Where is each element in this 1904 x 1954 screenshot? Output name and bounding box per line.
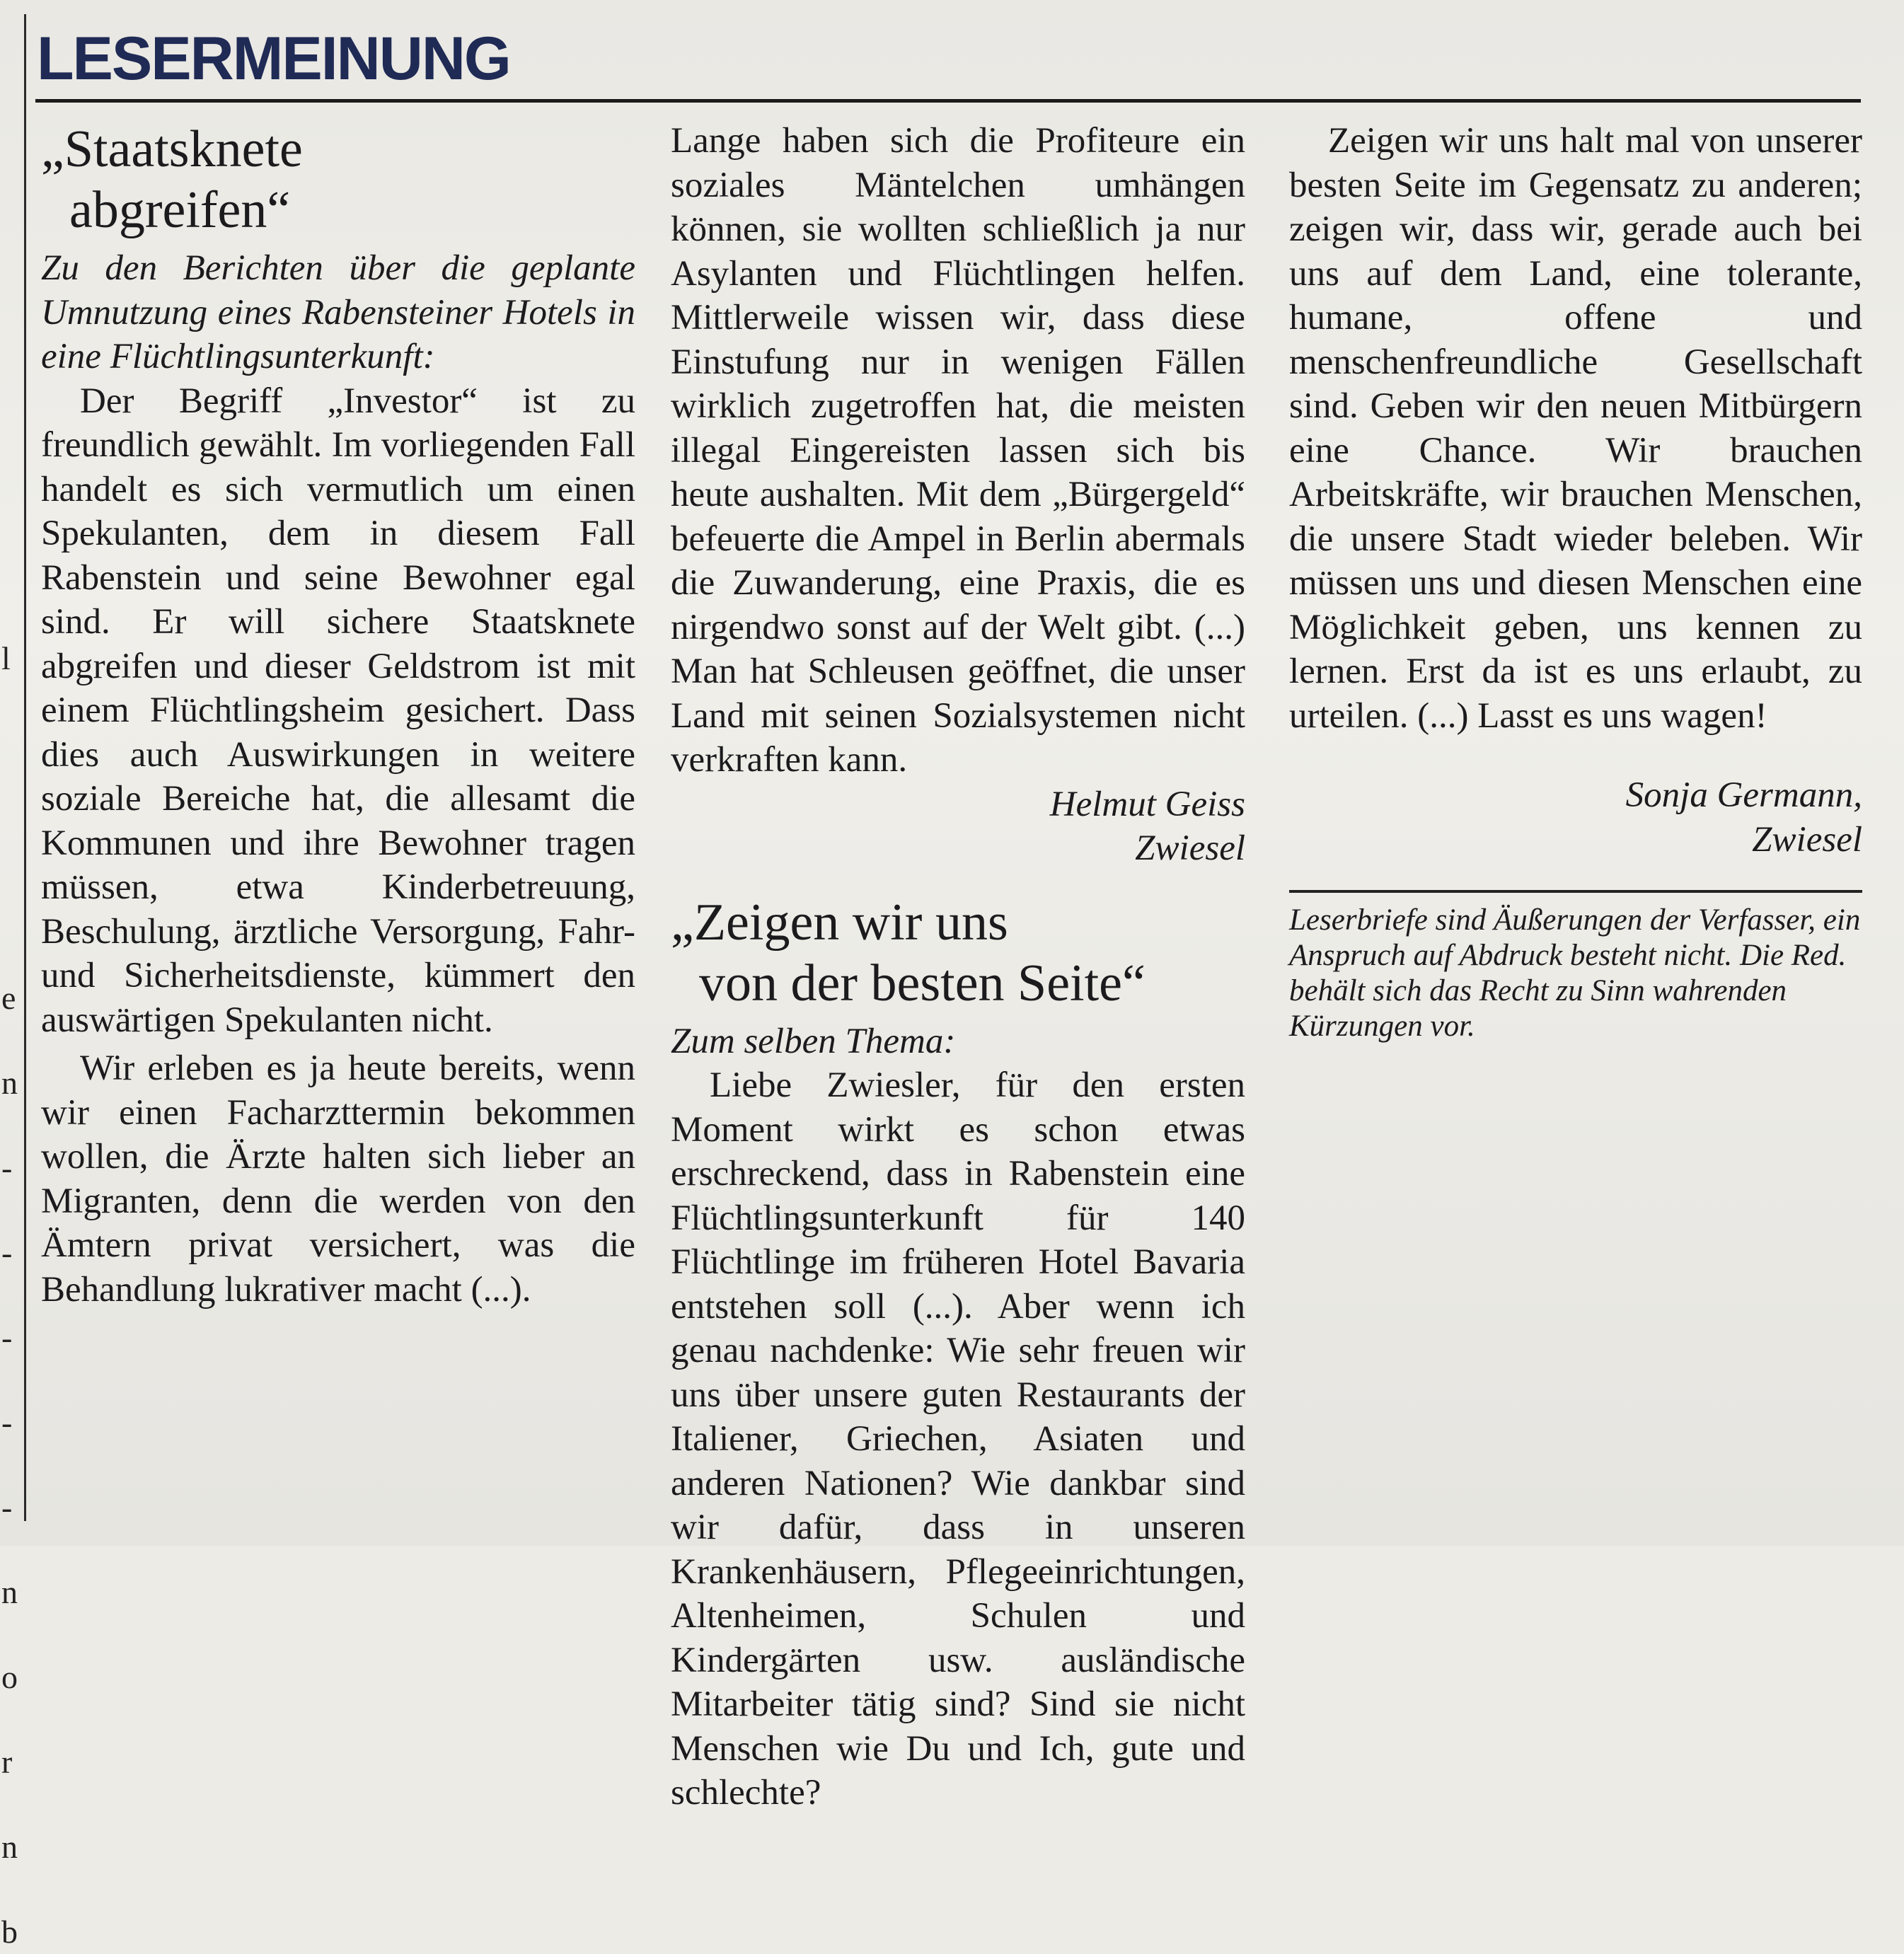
letter1-city: Zwiesel <box>1135 828 1245 868</box>
letter2-paragraph-1: Liebe Zwiesler, für den ersten Moment wirkt es schon etwas erschreckend, dass in Rabenstein eine Flüchtlingsunterkunft für 140 Flüchtlinge im früheren Hotel Bavaria entstehen soll (...). Aber wenn ich genau nachdenke: Wie sehr freuen wir uns über unsere guten Restaurants der Italiener, Griechen, Asiaten und anderen Nationen? Wie dankbar sind wir dafür, dass in unseren Krankenhäusern, Pflegeeinrichtungen, Altenheimen, Schulen und Kindergärten usw. ausländische Mitarbeiter tätig sind? Sind sie nicht Menschen wie Du und Ich, gute und schlechte? <box>671 1065 1245 1813</box>
edge-char: - <box>1 1319 13 1355</box>
edge-char: n <box>1 1829 18 1865</box>
edge-char: e <box>1 980 16 1016</box>
adjacent-column-edge <box>0 113 21 1950</box>
edge-char: n <box>1 1065 18 1101</box>
letter1-paragraph-3: Lange haben sich die Profiteure ein soziales Mäntelchen umhängen können, sie wollten schließlich ja nur Asylanten und Flüchtlingen helfen. Mittlerweile wissen wir, dass diese Einstufung nur in wenigen Fällen wirklich zugetroffen hat, die meisten illegal Eingereisten lassen sich bis heute aushalten. Mit dem „Bürgergeld“ befeuerte die Ampel in Berlin abermals die Zuwanderung, eine Praxis, die es nirgendwo sonst auf der Welt gibt. (...) Man hat Schleusen geöffnet, die unser Land mit seinen Sozialsystemen nicht verkraften kann. <box>671 121 1245 780</box>
letter2-title <box>671 892 1245 1014</box>
letter1-title-line2: abgreifen“ <box>69 181 291 239</box>
edge-char: - <box>1 1150 13 1186</box>
letter1-title <box>41 119 635 241</box>
letter2-city: Zwiesel <box>1752 819 1862 860</box>
letter2-title-line2: von der besten Seite“ <box>699 954 1146 1012</box>
edge-char: r <box>1 1744 13 1780</box>
column-2 <box>671 119 1245 1815</box>
column-1 <box>41 119 635 1312</box>
letter2-intro: Zum selben Thema: <box>671 1021 956 1061</box>
notice-rule <box>1289 890 1862 893</box>
edge-char: - <box>1 1235 13 1271</box>
letter2-author: Sonja Germann, <box>1625 775 1862 815</box>
header-rule <box>35 99 1861 103</box>
letter1-author: Helmut Geiss <box>1049 784 1245 824</box>
edge-char: o <box>1 1659 18 1695</box>
letter2-title-line1: „Zeigen wir uns <box>671 893 1008 952</box>
edge-char: - <box>1 1404 13 1440</box>
column-divider <box>24 14 26 1521</box>
letter1-paragraph-1: Der Begriff „Investor“ ist zu freundlich gewählt. Im vorliegenden Fall handelt es sich vermutlich um einen Spekulanten, dem in diesem Fall Rabenstein und seine Bewohner egal sind. Er will sichere Staatsknete abgreifen und dieser Geldstrom ist mit einem Flüchtlingsheim gesichert. Dass dies auch Auswirkungen in weitere soziale Bereiche hat, die allesamt die Kommunen und ihre Bewohner tragen müssen, etwa Kinderbetreuung, Beschulung, ärztliche Versorgung, Fahr- und Sicherheitsdienste, kümmert den auswärtigen Spekulanten nicht. <box>41 381 635 1040</box>
letter2-paragraph-2: Zeigen wir uns halt mal von unserer besten Seite im Gegensatz zu anderen; zeigen wir, dass wir, gerade auch bei uns auf dem Land, eine tolerante, humane, offene und menschenfreundliche Gesellschaft sind. Geben wir den neuen Mitbürgern eine Chance. Wir brauchen Arbeitskräfte, wir brauchen Menschen, die unsere Stadt wieder beleben. Wir müssen uns und diesen Menschen eine Möglichkeit geben, uns kennen zu lernen. Erst da ist es uns erlaubt, zu urteilen. (...) Lasst es uns wagen! <box>1289 121 1862 736</box>
letter1-intro: Zu den Berichten über die geplante Umnutzung eines Rabensteiner Hotels in eine Flüchtlingsunterkunft: <box>41 248 635 376</box>
edge-char: b <box>1 1914 18 1950</box>
editorial-notice: Leserbriefe sind Äußerungen der Verfasser, ein Anspruch auf Abdruck besteht nicht. Die Red. behält sich das Recht zu Sinn wahrenden Kürzungen vor. <box>1289 903 1861 1043</box>
letter1-title-line1: „Staatsknete <box>41 120 303 178</box>
edge-char: l <box>1 640 11 676</box>
edge-char: - <box>1 1489 13 1525</box>
edge-char: n <box>1 1574 18 1610</box>
section-header: LESERMEINUNG <box>37 25 510 93</box>
column-3 <box>1289 119 1862 1044</box>
letter1-paragraph-2: Wir erleben es ja heute bereits, wenn wir einen Facharzttermin bekommen wollen, die Ärzte halten sich lieber an Migranten, denn die werden von den Ämtern privat versichert, was die Behandlung lukrativer macht (...). <box>41 1048 635 1310</box>
